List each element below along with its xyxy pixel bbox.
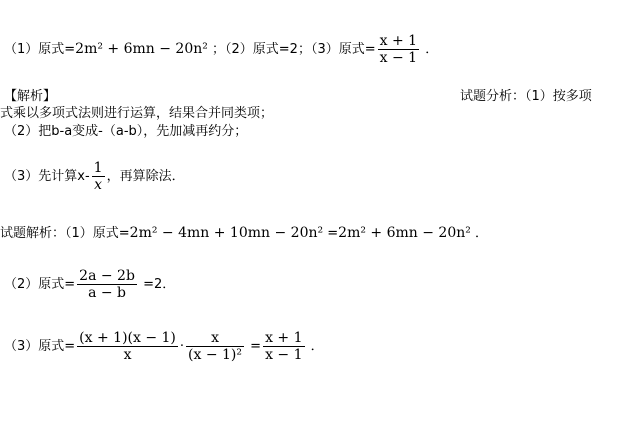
fraction-denominator: x	[123, 347, 132, 363]
analysis-line-4-prefix: （3）先计算x-	[4, 169, 90, 184]
fraction-denominator: x − 1	[265, 347, 303, 363]
solution-1-expand: 2m² − 4mn + 10mn − 20n²	[129, 225, 324, 241]
solution-2-result: =2．	[143, 277, 176, 292]
answer-part1-label: （1）原式=	[4, 42, 76, 57]
analysis-line-3: （2）把b-a变成-（a-b），先加减再约分；	[4, 124, 248, 139]
fraction-denominator: x − 1	[379, 50, 418, 66]
fraction-numerator: 1	[93, 160, 103, 176]
solution-3-end: ．	[310, 339, 324, 354]
fraction-denominator: x	[94, 177, 103, 193]
solution-line-1	[0, 222, 488, 241]
answer-separator: ；（2）原式=2；（3）原式=	[212, 42, 376, 57]
solution-3-fraction-2	[186, 330, 244, 363]
solution-label: 试题解析：（1）原式=	[0, 226, 130, 241]
fraction-numerator: 2a − 2b	[79, 268, 135, 284]
analysis-line-4	[4, 160, 185, 193]
analysis-intro: 试题分析：（1）按多项	[460, 89, 592, 104]
answer-part3-fraction	[378, 33, 419, 66]
analysis-fraction	[92, 160, 105, 193]
analysis-heading: 【解析】	[4, 89, 57, 104]
fraction-denominator: (x − 1)²	[188, 347, 243, 363]
multiply-dot: ·	[179, 339, 185, 354]
fraction-numerator: (x + 1)(x − 1)	[79, 330, 176, 346]
fraction-numerator: x	[186, 330, 244, 347]
solution-3-fraction-3	[263, 330, 304, 363]
solution-3-equals: =	[250, 339, 262, 354]
analysis-line-2: 式乘以多项式法则进行运算，结果合并同类项；	[0, 106, 274, 121]
solution-1-result: 2m² + 6mn − 20n²	[338, 225, 471, 241]
solution-2-label: （2）原式=	[4, 277, 76, 292]
solution-3-fraction-1	[77, 330, 178, 363]
answer-line	[4, 33, 438, 66]
fraction-numerator: x + 1	[265, 330, 303, 346]
solution-1-end: ．	[475, 226, 489, 241]
answer-part1-expression: 2m² + 6mn − 20n²	[75, 41, 208, 57]
fraction-denominator: a − b	[88, 285, 127, 301]
answer-end: ．	[425, 42, 439, 57]
fraction-numerator: x + 1	[379, 33, 418, 49]
analysis-line-4-suffix: ，再算除法．	[106, 169, 185, 184]
solution-2-fraction	[77, 268, 137, 301]
solution-line-2	[4, 268, 175, 301]
solution-line-3	[4, 330, 324, 363]
solution-1-equals: =	[327, 226, 339, 241]
solution-3-label: （3）原式=	[4, 339, 76, 354]
